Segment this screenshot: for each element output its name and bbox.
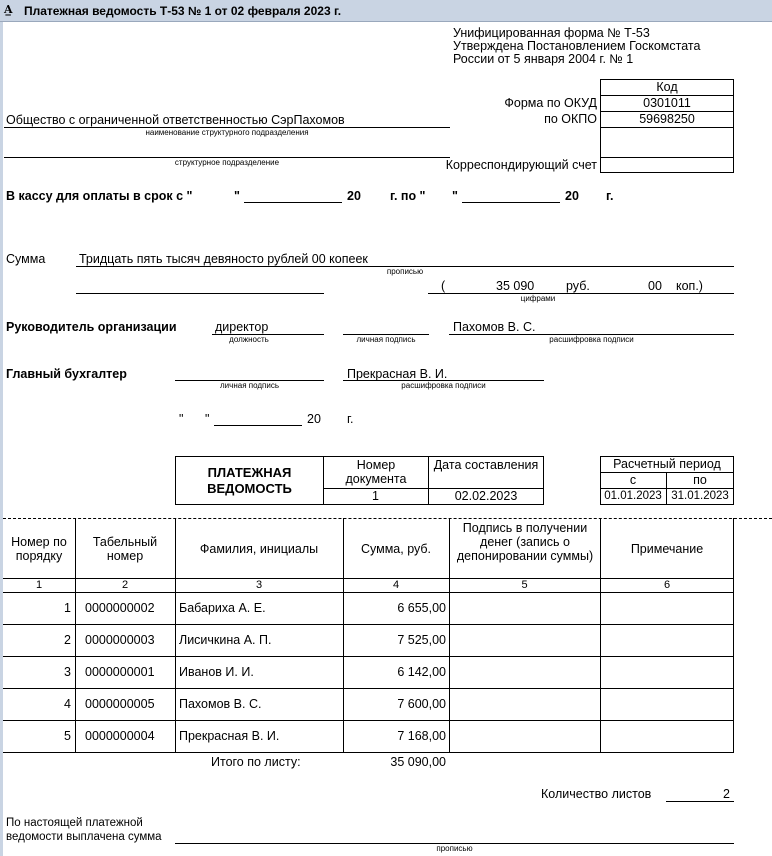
- row-tab: 0000000004: [85, 729, 155, 743]
- paren-open: (: [441, 279, 446, 293]
- header-name: Фамилия, инициалы: [199, 542, 319, 556]
- row-sum: 6 142,00: [397, 665, 446, 679]
- row-sum: 7 525,00: [397, 633, 446, 647]
- chief-decode-caption: расшифровка подписи: [401, 381, 486, 390]
- row-name: Иванов И. И.: [179, 665, 254, 679]
- rub-label: руб.: [566, 279, 590, 293]
- document-icon: A̲: [4, 3, 13, 16]
- header-signature: Подпись в получении денег (запись о депонировании суммы): [456, 521, 594, 563]
- row-sum: 7 168,00: [397, 729, 446, 743]
- date-quote-1: ": [179, 412, 184, 426]
- col-number: 6: [663, 579, 671, 591]
- row-tab: 0000000002: [85, 601, 155, 615]
- row-num: 5: [64, 729, 71, 743]
- term-year-2: 20: [565, 189, 579, 203]
- doc-date-header: Дата составления: [433, 458, 539, 472]
- chief-name: Прекрасная В. И.: [347, 367, 448, 381]
- date-end: г.: [347, 412, 354, 426]
- col-number: 2: [121, 579, 129, 591]
- head-label: Руководитель организации: [6, 320, 177, 334]
- row-num: 4: [64, 697, 71, 711]
- header-num: Номер по порядку: [11, 535, 67, 563]
- doc-number-header: Номер документа: [345, 458, 407, 486]
- paid-line-1: По настоящей платежной: [6, 817, 143, 829]
- sum-kop: 00: [648, 279, 662, 293]
- period-to-value: 31.01.2023: [671, 490, 729, 502]
- okud-label: Форма по ОКУД: [504, 96, 597, 110]
- sum-words: Тридцать пять тысяч девяносто рублей 00 копеек: [79, 252, 368, 266]
- title-bar: [0, 0, 772, 22]
- form-line-2: Утверждена Постановлением Госкомстата: [453, 39, 701, 53]
- total-value: 35 090,00: [390, 755, 446, 769]
- term-mid: г. по ": [390, 189, 426, 203]
- row-name: Прекрасная В. И.: [179, 729, 280, 743]
- head-name: Пахомов В. С.: [453, 320, 536, 334]
- col-number: 4: [392, 579, 400, 591]
- org-caption: наименование структурного подразделения: [145, 128, 309, 137]
- form-line-1: Унифицированная форма № Т-53: [453, 26, 650, 40]
- term-prefix: В кассу для оплаты в срок с ": [6, 189, 193, 203]
- sum-label: Сумма: [6, 252, 46, 266]
- row-tab: 0000000001: [85, 665, 155, 679]
- period-from-value: 01.01.2023: [604, 490, 662, 502]
- period-header: Расчетный период: [613, 457, 721, 471]
- term-end: г.: [606, 189, 614, 203]
- row-name: Лисичкина А. П.: [179, 633, 272, 647]
- paid-caption: прописью: [436, 844, 473, 853]
- row-num: 2: [64, 633, 71, 647]
- row-tab: 0000000005: [85, 697, 155, 711]
- header-sum: Сумма, руб.: [360, 542, 432, 556]
- window-title: Платежная ведомость Т-53 № 1 от 02 февраля 2023 г.: [24, 4, 342, 18]
- col-number: 5: [521, 579, 528, 591]
- okpo-value: 59698250: [639, 112, 695, 126]
- org-name: Общество с ограниченной ответственностью СэрПахомов: [6, 113, 345, 127]
- date-quote-2: ": [205, 412, 210, 426]
- chief-sign-caption: личная подпись: [220, 381, 279, 390]
- doc-number-value: 1: [372, 489, 379, 503]
- position-caption: должность: [229, 335, 269, 344]
- term-year-1: 20: [347, 189, 361, 203]
- period-from-label: с: [629, 473, 637, 487]
- period-to-label: по: [693, 473, 707, 487]
- date-year: 20: [307, 412, 321, 426]
- chief-label: Главный бухгалтер: [6, 367, 127, 381]
- row-name: Пахомов В. С.: [179, 697, 262, 711]
- header-note: Примечание: [630, 542, 704, 556]
- row-sum: 6 655,00: [397, 601, 446, 615]
- words-caption: прописью: [386, 267, 424, 276]
- row-num: 3: [64, 665, 71, 679]
- row-num: 1: [64, 601, 71, 615]
- head-position: директор: [215, 320, 269, 334]
- doc-title-line-1: ПЛАТЕЖНАЯ: [207, 465, 292, 480]
- okud-value: 0301011: [643, 96, 691, 110]
- term-quote-1: ": [234, 189, 240, 203]
- total-label: Итого по листу:: [211, 755, 301, 769]
- doc-title-line-2: ВЕДОМОСТЬ: [207, 481, 292, 496]
- row-sum: 7 600,00: [397, 697, 446, 711]
- subdiv-caption: структурное подразделение: [174, 158, 280, 167]
- corr-account-label: Корреспондирующий счет: [445, 158, 597, 172]
- sheets-label: Количество листов: [541, 787, 652, 801]
- form-line-3: России от 5 января 2004 г. № 1: [453, 52, 634, 66]
- head-sign-caption: личная подпись: [356, 335, 416, 344]
- row-tab: 0000000003: [85, 633, 155, 647]
- col-number: 3: [255, 579, 263, 591]
- header-tab: Табельный номер: [92, 535, 158, 563]
- sheets-value: 2: [723, 787, 730, 801]
- sum-rub: 35 090: [496, 279, 535, 293]
- code-label: Код: [656, 80, 678, 94]
- okpo-label: по ОКПО: [544, 112, 597, 126]
- doc-date-value: 02.02.2023: [454, 489, 518, 503]
- row-name: Бабариха А. Е.: [179, 601, 266, 615]
- kop-label: коп.): [676, 279, 703, 293]
- digits-caption: цифрами: [520, 294, 556, 303]
- term-quote-2: ": [452, 189, 458, 203]
- col-number: 1: [35, 579, 43, 591]
- paid-line-2: ведомости выплачена сумма: [6, 831, 162, 843]
- head-decode-caption: расшифровка подписи: [549, 335, 634, 344]
